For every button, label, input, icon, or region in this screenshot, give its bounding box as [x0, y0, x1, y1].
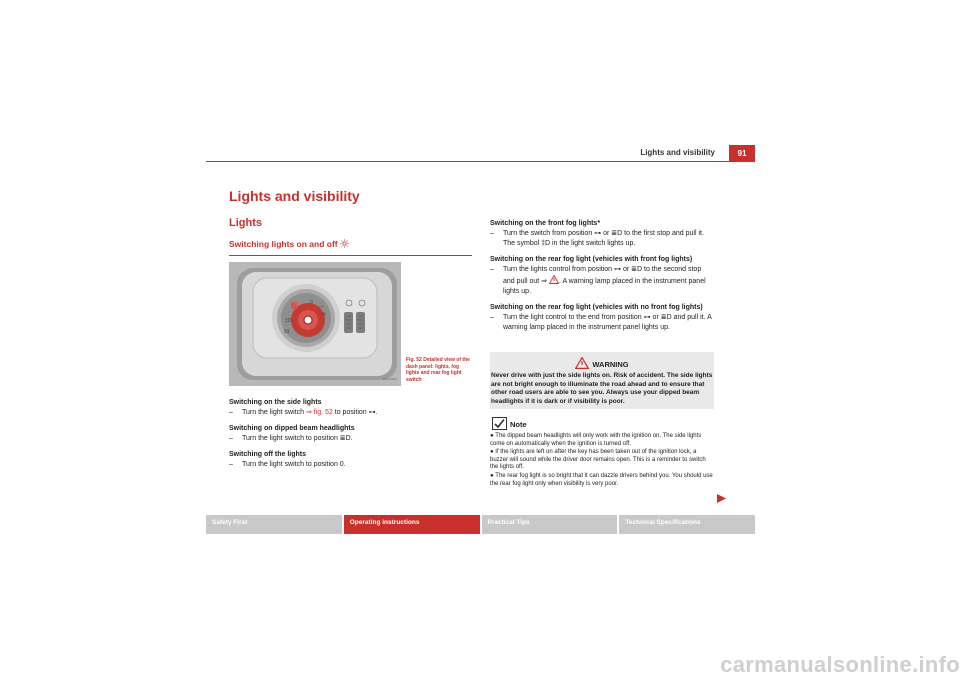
rear-fog2-heading: Switching on the rear fog light (vehicles with no front fog lights) [490, 304, 703, 311]
dipped-beam-icon: ≣D [611, 230, 623, 237]
tab-practical-tips[interactable]: Practical Tips [482, 515, 618, 534]
warning-text: Never drive with just the side lights on. Risk of accident. The side lights are not bright enough to illuminate the road ahead and to ensure that other road users are able to see you. Always use your dipped beam headlights if it is dark or if visibility is poor. [491, 372, 713, 405]
side-lights-heading: Switching on the side lights [229, 399, 322, 406]
subsection-title-text: Switching lights on and off [229, 239, 338, 249]
side-light-symbol-icon: ⊶ [594, 230, 602, 237]
svg-text:0: 0 [310, 300, 313, 306]
warning-title: WARNING [490, 357, 714, 369]
figure-code: B6U-0136 [383, 377, 397, 381]
note-item: ● If the lights are left on after the key has been taken out of the ignition lock, a buzzer will sound while the driver door remains open. This is a reminder to switch the lights off. [490, 449, 706, 471]
tab-operating-instructions[interactable]: Operating instructions [344, 515, 480, 534]
right-column [490, 219, 714, 333]
main-title: Lights and visibility [229, 188, 360, 204]
figure-link[interactable]: ⇒ fig. 52 [305, 409, 333, 416]
page-number: 91 [729, 145, 755, 161]
sun-icon [340, 239, 349, 248]
svg-text:0‡: 0‡ [284, 329, 290, 335]
tab-technical-specifications[interactable]: Technical Specifications [619, 515, 755, 534]
off-heading: Switching off the lights [229, 451, 306, 458]
svg-text:‡D: ‡D [285, 318, 292, 324]
subsection-title [229, 239, 349, 249]
note-item: ● The rear fog light is so bright that it can dazzle drivers behind you. You should use the rear fog light only when visibility is very poor. [490, 472, 713, 487]
header-title: Lights and visibility [640, 148, 715, 157]
dipped-beam-icon: ≣D [631, 266, 643, 273]
off-step: – Turn the light switch to position 0. [229, 461, 346, 468]
side-light-symbol-icon: ⊶ [614, 266, 622, 273]
svg-text:⊶: ⊶ [319, 304, 323, 309]
note-icon [492, 417, 507, 430]
section-title: Lights [229, 217, 262, 229]
note-list [490, 433, 714, 489]
side-lights-step: – Turn the light switch ⇒ fig. 52 to position ⊶. [229, 409, 378, 416]
front-fog-heading: Switching on the front fog lights* [490, 220, 601, 227]
warning-box [490, 352, 714, 409]
dipped-step: – Turn the light switch to position ≣D. [229, 435, 353, 442]
next-page-arrow-icon[interactable] [717, 494, 726, 503]
front-fog-step: – Turn the switch from position ⊶ or ≣D to the first stop and pull it. The symbol ‡D in the light switch lights up. [490, 230, 704, 247]
figure-caption: Fig. 52 Detailed view of the dash panel: lights, fog lights and rear fog light switch [406, 357, 470, 383]
dipped-beam-icon: ≣D [339, 435, 351, 442]
rear-fog-step: – Turn the lights control from position ⊶ or ≣D to the second stop and pull out ⇒ . A warning lamp placed in the instrument panel lights up. [490, 266, 706, 295]
front-fog-icon: ‡D [541, 240, 551, 247]
dipped-beam-icon: ≣D [660, 314, 672, 321]
subsection-rule [229, 255, 472, 256]
side-light-symbol-icon: ⊶ [643, 314, 651, 321]
page-header [206, 147, 755, 162]
dash-panel-figure [229, 262, 401, 386]
dipped-heading: Switching on dipped beam headlights [229, 425, 355, 432]
rear-fog2-step: – Turn the light control to the end from position ⊶ or ≣D and pull it. A warning lamp placed in the instrument panel lights up. [490, 314, 712, 331]
note-item: ● The dipped beam headlights will only work with the ignition on. The side lights come on automatically when the ignition is turned off. [490, 433, 702, 447]
tab-safety-first[interactable]: Safety First [206, 515, 342, 534]
warning-triangle-icon[interactable] [549, 275, 559, 284]
note-title: Note [510, 420, 527, 429]
side-light-symbol-icon: ⊶ [368, 409, 376, 416]
rear-fog-heading: Switching on the rear fog light (vehicles with front fog lights) [490, 256, 693, 263]
left-column [229, 398, 472, 470]
footer-tabs [206, 515, 755, 534]
warning-triangle-icon [575, 357, 589, 369]
svg-text:▤: ▤ [322, 311, 326, 316]
watermark: carmanualsonline.info [720, 652, 960, 677]
